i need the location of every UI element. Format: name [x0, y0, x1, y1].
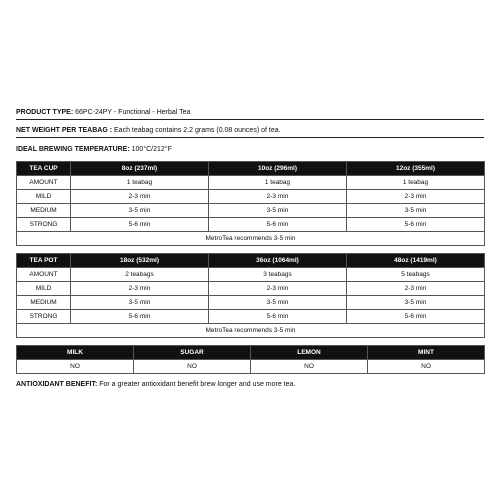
addition-value-lemon: NO	[251, 360, 368, 374]
tea-pot-size: 36oz (1064ml)	[209, 254, 347, 268]
table-row	[17, 296, 485, 310]
table-cell: 3-5 min	[347, 296, 485, 310]
table-cell: 2-3 min	[71, 282, 209, 296]
additions-header-row	[17, 346, 485, 360]
addition-value-milk: NO	[17, 360, 134, 374]
table-row	[17, 190, 485, 204]
row-label: STRONG	[17, 218, 71, 232]
table-cell: 3-5 min	[209, 296, 347, 310]
tea-cup-size: 8oz (237ml)	[71, 162, 209, 176]
brewing-temperature-value: 100°C/212°F	[131, 146, 172, 153]
tea-cup-size: 12oz (355ml)	[347, 162, 485, 176]
tea-cup-header: TEA CUP	[17, 162, 71, 176]
addition-header-milk: MILK	[17, 346, 134, 360]
product-type-label: PRODUCT TYPE:	[16, 109, 74, 116]
tea-pot-size: 18oz (532ml)	[71, 254, 209, 268]
table-cell: 5-6 min	[71, 310, 209, 324]
row-label: MEDIUM	[17, 296, 71, 310]
tea-pot-recommendation: MetroTea recommends 3-5 min	[17, 324, 485, 338]
addition-value-mint: NO	[368, 360, 485, 374]
table-row	[17, 204, 485, 218]
antioxidant-line	[16, 380, 484, 389]
product-type-value: 66PC-24PY - Functional - Herbal Tea	[75, 109, 191, 116]
addition-value-sugar: NO	[134, 360, 251, 374]
row-label: MILD	[17, 282, 71, 296]
tea-pot-header-row	[17, 254, 485, 268]
net-weight-label: NET WEIGHT PER TEABAG :	[16, 127, 113, 134]
additions-table	[16, 345, 485, 374]
table-cell: 5-6 min	[347, 218, 485, 232]
row-label: MEDIUM	[17, 204, 71, 218]
table-cell: 1 teabag	[347, 176, 485, 190]
addition-header-mint: MINT	[368, 346, 485, 360]
table-cell: 2-3 min	[347, 282, 485, 296]
antioxidant-value: For a greater antioxidant benefit brew longer and use more tea.	[99, 381, 296, 388]
table-row	[17, 360, 485, 374]
tea-cup-header-row	[17, 162, 485, 176]
table-cell: 5-6 min	[347, 310, 485, 324]
table-cell: 3 teabags	[209, 268, 347, 282]
brewing-temperature-line	[16, 145, 484, 154]
table-cell: 3-5 min	[71, 296, 209, 310]
net-weight-value: Each teabag contains 2.2 grams (0.08 ounces) of tea.	[114, 127, 281, 134]
table-cell: 2-3 min	[209, 282, 347, 296]
table-cell: 5-6 min	[209, 218, 347, 232]
addition-header-lemon: LEMON	[251, 346, 368, 360]
table-cell: 3-5 min	[71, 204, 209, 218]
row-label: STRONG	[17, 310, 71, 324]
recommendation-row	[17, 232, 485, 246]
table-row	[17, 268, 485, 282]
antioxidant-label: ANTIOXIDANT BENEFIT:	[16, 381, 98, 388]
tea-pot-table	[16, 253, 485, 338]
row-label: AMOUNT	[17, 268, 71, 282]
addition-header-sugar: SUGAR	[134, 346, 251, 360]
table-cell: 2-3 min	[71, 190, 209, 204]
tea-pot-size: 48oz (1419ml)	[347, 254, 485, 268]
table-cell: 3-5 min	[347, 204, 485, 218]
table-row	[17, 310, 485, 324]
table-row	[17, 282, 485, 296]
table-cell: 2 teabags	[71, 268, 209, 282]
tea-cup-size: 10oz (296ml)	[209, 162, 347, 176]
row-label: AMOUNT	[17, 176, 71, 190]
divider	[16, 119, 484, 120]
table-cell: 2-3 min	[209, 190, 347, 204]
table-cell: 2-3 min	[347, 190, 485, 204]
tea-pot-header: TEA POT	[17, 254, 71, 268]
table-cell: 1 teabag	[71, 176, 209, 190]
recommendation-row	[17, 324, 485, 338]
row-label: MILD	[17, 190, 71, 204]
table-row	[17, 218, 485, 232]
table-cell: 3-5 min	[209, 204, 347, 218]
table-cell: 1 teabag	[209, 176, 347, 190]
table-cell: 5-6 min	[71, 218, 209, 232]
tea-cup-table	[16, 161, 485, 246]
net-weight-line	[16, 126, 484, 135]
table-cell: 5-6 min	[209, 310, 347, 324]
product-type-line	[16, 108, 484, 117]
brewing-temperature-label: IDEAL BREWING TEMPERATURE:	[16, 146, 130, 153]
table-row	[17, 176, 485, 190]
table-cell: 5 teabags	[347, 268, 485, 282]
tea-cup-recommendation: MetroTea recommends 3-5 min	[17, 232, 485, 246]
divider	[16, 137, 484, 138]
